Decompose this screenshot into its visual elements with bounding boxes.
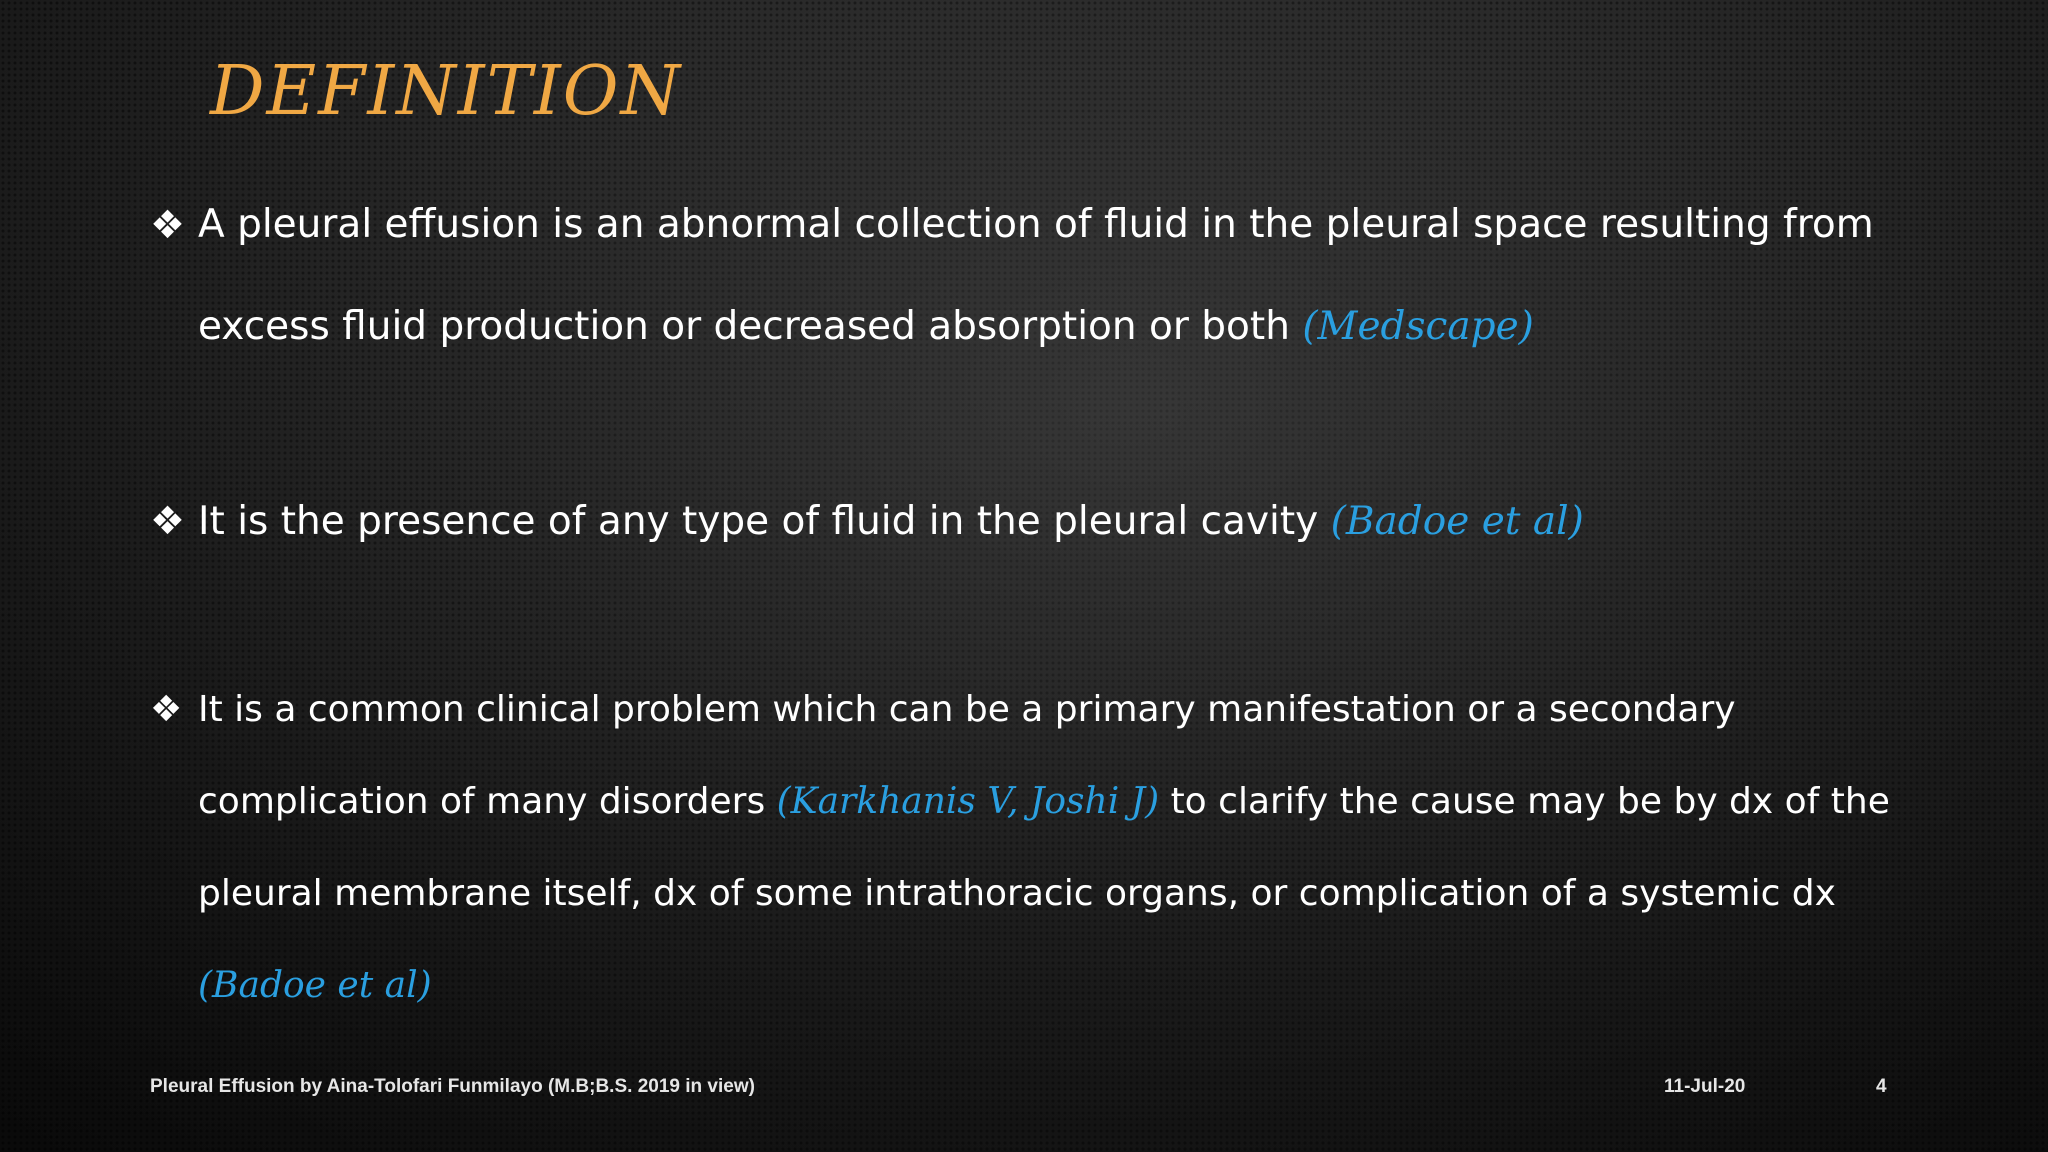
- diamond-bullet-icon: ❖: [150, 689, 183, 730]
- citation: (Karkhanis V, Joshi J): [776, 781, 1160, 822]
- citation: (Badoe et al): [198, 965, 432, 1006]
- bullet-body: A pleural effusion is an abnormal collection of fluid in the pleural space resulting from excess fluid production or decreased absorption or both: [198, 202, 1874, 349]
- footer-date: 11-Jul-20: [1664, 1076, 1746, 1097]
- slide-title: DEFINITION: [210, 52, 683, 131]
- bullet-text: [198, 494, 1910, 550]
- bullet-text: [198, 664, 1910, 1032]
- bullet-item: [150, 196, 1910, 378]
- bullet-body: It is the presence of any type of fluid in the pleural cavity: [198, 499, 1331, 544]
- footer-author: Pleural Effusion by Aina-Tolofari Funmilayo (M.B;B.S. 2019 in view): [150, 1076, 755, 1097]
- bullet-item: [150, 682, 1910, 1032]
- bullet-item: [150, 494, 1910, 550]
- footer-page-number: 4: [1876, 1076, 1887, 1097]
- diamond-bullet-icon: ❖: [150, 499, 185, 544]
- bullet-body-continued: to clarify the cause may be by dx of the pleural membrane itself, dx of some intrathoracic organs, or complication of a systemic dx: [198, 781, 1890, 914]
- citation: (Badoe et al): [1330, 499, 1584, 544]
- bullet-body: It is a common clinical problem which can be a primary manifestation or a secondary complication of many disorders: [198, 689, 1736, 822]
- diamond-bullet-icon: ❖: [150, 203, 185, 248]
- citation: (Medscape): [1302, 304, 1534, 349]
- bullet-text: [198, 174, 1910, 378]
